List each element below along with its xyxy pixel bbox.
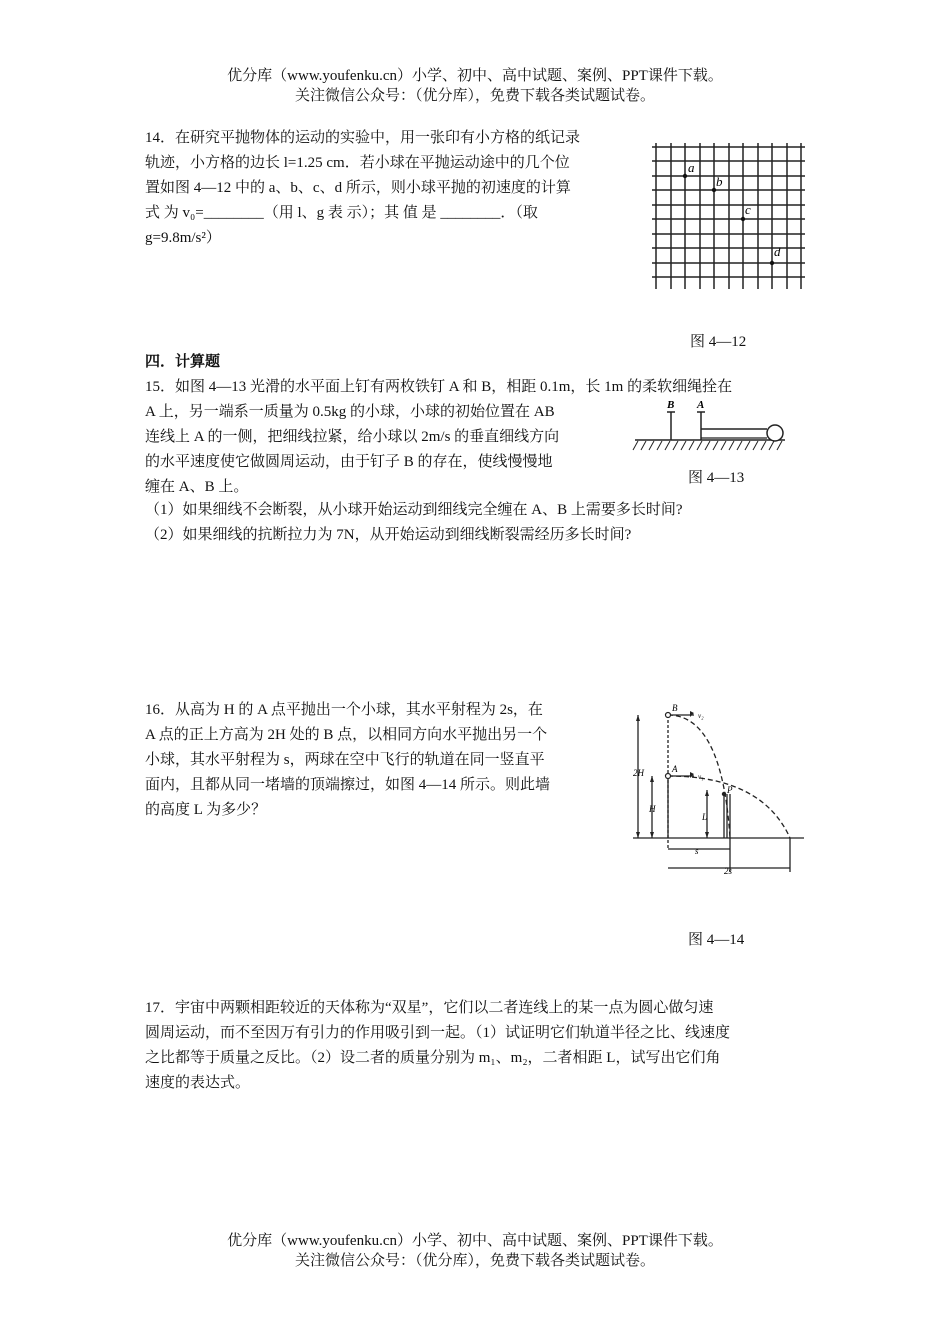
figure-4-14-caption: 图 4—14 <box>688 932 745 948</box>
q17-line-2: 圆周运动，而不至因万有引力的作用吸引到一起。（1）试证明它们轨道半径之比、线速度 <box>145 1025 731 1041</box>
point-d-label: d <box>774 244 781 259</box>
q17-line-1: 17．宇宙中两颗相距较近的天体称为“双星”，它们以二者连线上的某一点为圆心做匀速 <box>145 1000 714 1016</box>
q15-line-4: 缠在 A、B 上。 <box>145 479 249 495</box>
q14-line-1: 14．在研究平抛物体的运动的实验中，用一张印有小方格的纸记录 <box>145 130 581 146</box>
q17-line-4: 速度的表达式。 <box>145 1075 251 1091</box>
point-a-label: a <box>688 160 695 175</box>
height-2h-label: 2H <box>633 768 644 778</box>
wall-height-label: L <box>702 812 708 822</box>
footer-line-1: 优分库（www.youfenku.cn）小学、初中、高中试题、案例、PPT课件下载。 <box>227 1233 723 1249</box>
v1-label: v₁ <box>698 773 704 781</box>
q15-line-2: 连线上 A 的一侧，把细线拉紧，给小球以 2m/s 的垂直细线方向 <box>145 429 560 445</box>
q16-line-3: 小球，其水平射程为 s，两球在空中飞行的轨道在同一竖直平 <box>145 752 545 768</box>
header-line-1: 优分库（www.youfenku.cn）小学、初中、高中试题、案例、PPT课件下载。 <box>227 68 723 84</box>
q14-line-5: g=9.8m/s²） <box>145 230 221 246</box>
point-c-label: c <box>745 202 751 217</box>
point-b-label: B <box>672 703 678 713</box>
question-17 <box>145 996 810 1096</box>
q15-line-full: 15．如图 4—13 光滑的水平面上钉有两枚铁钉 A 和 B，相距 0.1m，长 1m 的柔软细绳拴在 <box>145 379 733 395</box>
range-2s-label: 2s <box>724 866 733 876</box>
point-a-label: A <box>672 764 678 774</box>
point-p-label: P <box>727 785 733 795</box>
nail-b-label: B <box>667 399 675 411</box>
q17-line-3: 之比都等于质量之反比。（2）设二者的质量分别为 m₁、m₂，二者相距 L，试写出它们角 <box>145 1050 721 1066</box>
figure-4-13 <box>630 398 790 458</box>
range-s-label: s <box>695 846 699 856</box>
q15-sub-2: （2）如果细线的抗断拉力为 7N，从开始运动到细线断裂需经历多长时间? <box>145 527 632 543</box>
figure-4-13-caption: 图 4—13 <box>688 470 745 486</box>
q15-line-3: 的水平速度使它做圆周运动，由于钉子 B 的存在，使线慢慢地 <box>145 454 553 470</box>
q16-line-2: A 点的正上方高为 2H 处的 B 点，以相同方向水平抛出另一个 <box>145 727 548 743</box>
q15-line-1: A 上，另一端系一质量为 0.5kg 的小球，小球的初始位置在 AB <box>145 404 555 420</box>
q16-line-4: 面内，且都从同一堵墙的顶端擦过，如图 4—14 所示。则此墙 <box>145 777 551 793</box>
header-line-2: 关注微信公众号：（优分库），免费下载各类试题试卷。 <box>294 88 655 104</box>
nails <box>667 412 705 440</box>
point-b-label: b <box>716 174 723 189</box>
nail-a-label: A <box>697 399 705 411</box>
footer-line-2: 关注微信公众号：（优分库），免费下载各类试题试卷。 <box>294 1253 655 1269</box>
q14-line-4: 式 为 v₀=________（用 l、g 表 示）；其 值 是 ________．（取 <box>145 205 538 221</box>
q15-sub-1: （1）如果细线不会断裂，从小球开始运动到细线完全缠在 A、B 上需要多长时间? <box>145 502 683 518</box>
question-16 <box>145 698 605 823</box>
question-14 <box>145 126 630 251</box>
figure-4-14 <box>632 702 808 880</box>
ball <box>767 425 783 441</box>
v2-label: v₂ <box>698 712 704 720</box>
q16-line-1: 16．从高为 H 的 A 点平抛出一个小球，其水平射程为 2s，在 <box>145 702 543 718</box>
figure-4-12-grid <box>650 140 808 292</box>
q14-line-2: 轨迹，小方格的边长 l=1.25 cm．若小球在平抛运动途中的几个位 <box>145 155 570 171</box>
section-title: 四．计算题 <box>145 354 221 370</box>
q14-line-3: 置如图 4—12 中的 a、b、c、d 所示，则小球平抛的初速度的计算 <box>145 180 571 196</box>
question-15 <box>145 400 620 500</box>
q16-line-5: 的高度 L 为多少？ <box>145 802 267 818</box>
height-h-label: H <box>649 804 656 814</box>
figure-4-12-caption: 图 4—12 <box>690 334 747 350</box>
